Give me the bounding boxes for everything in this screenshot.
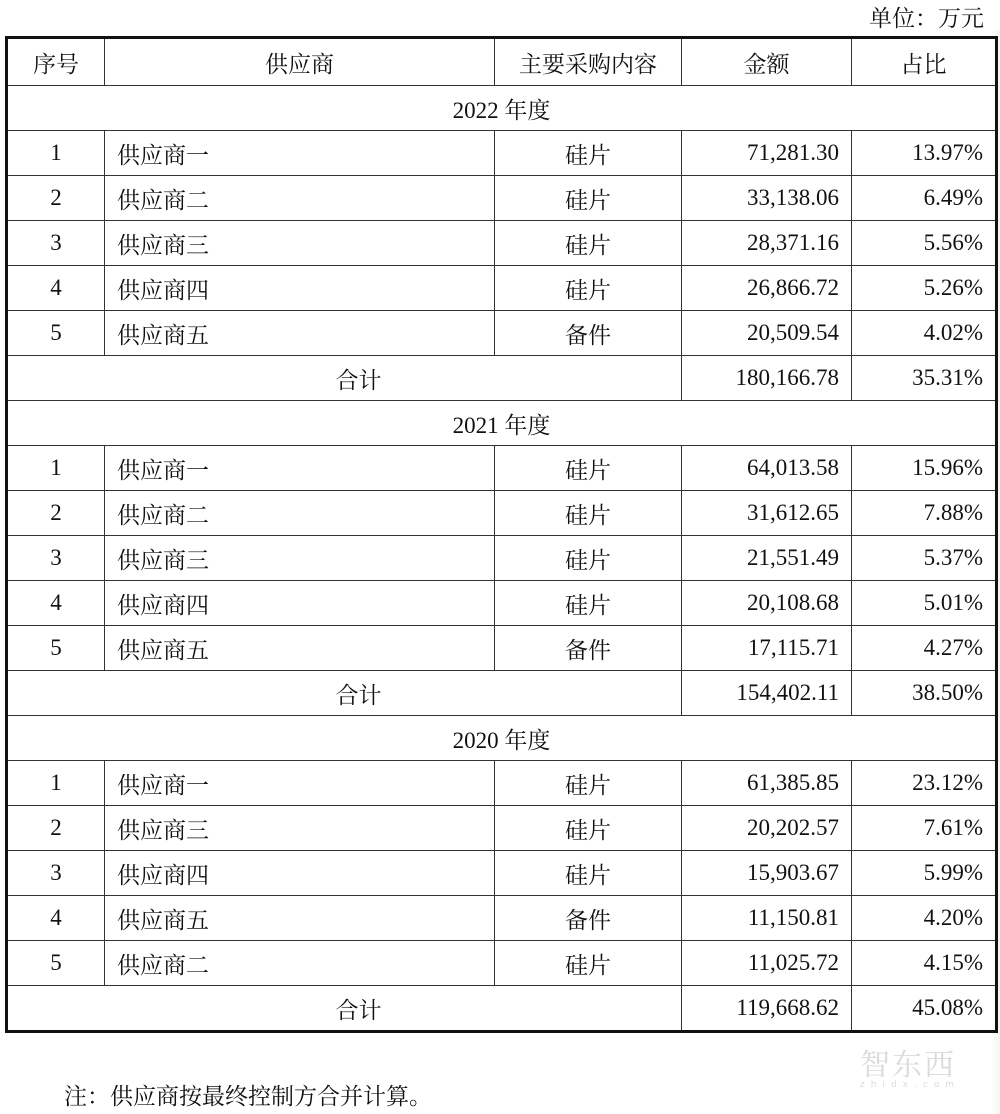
watermark-text: 智东西 — [860, 1048, 956, 1083]
cell-ratio: 5.99% — [852, 851, 997, 896]
table-row — [7, 131, 997, 176]
cell-supplier: 供应商四 — [105, 266, 495, 311]
total-label: 合计 — [7, 986, 682, 1032]
header-ratio: 占比 — [852, 38, 997, 86]
table-row — [7, 761, 997, 806]
cell-index: 1 — [7, 131, 105, 176]
cell-amount: 33,138.06 — [682, 176, 852, 221]
cell-content: 备件 — [495, 896, 682, 941]
cell-index: 2 — [7, 806, 105, 851]
cell-content: 硅片 — [495, 581, 682, 626]
cell-index: 5 — [7, 626, 105, 671]
watermark — [860, 1040, 960, 1090]
cell-ratio: 23.12% — [852, 761, 997, 806]
cell-supplier: 供应商五 — [105, 311, 495, 356]
cell-amount: 71,281.30 — [682, 131, 852, 176]
table-row — [7, 536, 997, 581]
total-ratio: 35.31% — [852, 356, 997, 401]
cell-index: 2 — [7, 176, 105, 221]
cell-ratio: 7.88% — [852, 491, 997, 536]
year-label: 2022 年度 — [7, 86, 997, 131]
cell-ratio: 5.37% — [852, 536, 997, 581]
cell-ratio: 4.20% — [852, 896, 997, 941]
year-section-row — [7, 86, 997, 131]
watermark-sub: zhidx.com — [860, 1080, 961, 1090]
header-content: 主要采购内容 — [495, 38, 682, 86]
table-row — [7, 941, 997, 986]
total-label: 合计 — [7, 356, 682, 401]
total-row — [7, 671, 997, 716]
cell-ratio: 13.97% — [852, 131, 997, 176]
total-amount: 119,668.62 — [682, 986, 852, 1032]
cell-content: 硅片 — [495, 806, 682, 851]
cell-ratio: 4.02% — [852, 311, 997, 356]
cell-supplier: 供应商一 — [105, 446, 495, 491]
cell-index: 1 — [7, 761, 105, 806]
cell-amount: 26,866.72 — [682, 266, 852, 311]
year-label: 2021 年度 — [7, 401, 997, 446]
cell-content: 硅片 — [495, 941, 682, 986]
table-row — [7, 266, 997, 311]
cell-supplier: 供应商四 — [105, 581, 495, 626]
table-row — [7, 311, 997, 356]
header-amount: 金额 — [682, 38, 852, 86]
cell-amount: 31,612.65 — [682, 491, 852, 536]
year-section-row — [7, 716, 997, 761]
cell-index: 3 — [7, 851, 105, 896]
cell-amount: 15,903.67 — [682, 851, 852, 896]
cell-content: 硅片 — [495, 266, 682, 311]
cell-index: 4 — [7, 581, 105, 626]
cell-amount: 17,115.71 — [682, 626, 852, 671]
unit-label: 单位：万元 — [869, 6, 984, 31]
cell-supplier: 供应商二 — [105, 491, 495, 536]
cell-amount: 20,108.68 — [682, 581, 852, 626]
table-row — [7, 806, 997, 851]
cell-supplier: 供应商二 — [105, 941, 495, 986]
cell-index: 4 — [7, 266, 105, 311]
cell-content: 硅片 — [495, 851, 682, 896]
table-row — [7, 626, 997, 671]
total-row — [7, 986, 997, 1032]
cell-amount: 28,371.16 — [682, 221, 852, 266]
cell-supplier: 供应商三 — [105, 536, 495, 581]
cell-content: 硅片 — [495, 536, 682, 581]
cell-ratio: 7.61% — [852, 806, 997, 851]
cell-content: 硅片 — [495, 446, 682, 491]
cell-amount: 11,150.81 — [682, 896, 852, 941]
cell-supplier: 供应商一 — [105, 131, 495, 176]
table-row — [7, 581, 997, 626]
cell-ratio: 5.26% — [852, 266, 997, 311]
cell-index: 5 — [7, 311, 105, 356]
cell-amount: 64,013.58 — [682, 446, 852, 491]
footnote: 注：供应商按最终控制方合并计算。 — [64, 1084, 432, 1109]
cell-ratio: 5.01% — [852, 581, 997, 626]
total-ratio: 45.08% — [852, 986, 997, 1032]
cell-amount: 61,385.85 — [682, 761, 852, 806]
cell-supplier: 供应商一 — [105, 761, 495, 806]
header-index: 序号 — [7, 38, 105, 86]
cell-supplier: 供应商二 — [105, 176, 495, 221]
header-supplier: 供应商 — [105, 38, 495, 86]
cell-index: 5 — [7, 941, 105, 986]
cell-content: 硅片 — [495, 221, 682, 266]
cell-content: 硅片 — [495, 761, 682, 806]
total-row — [7, 356, 997, 401]
cell-index: 1 — [7, 446, 105, 491]
total-ratio: 38.50% — [852, 671, 997, 716]
cell-content: 硅片 — [495, 491, 682, 536]
cell-supplier: 供应商五 — [105, 626, 495, 671]
cell-supplier: 供应商四 — [105, 851, 495, 896]
cell-ratio: 6.49% — [852, 176, 997, 221]
cell-supplier: 供应商三 — [105, 221, 495, 266]
cell-amount: 20,202.57 — [682, 806, 852, 851]
cell-supplier: 供应商三 — [105, 806, 495, 851]
table-row — [7, 221, 997, 266]
table-row — [7, 491, 997, 536]
cell-amount: 20,509.54 — [682, 311, 852, 356]
cell-ratio: 4.27% — [852, 626, 997, 671]
cell-index: 3 — [7, 536, 105, 581]
year-section-row — [7, 401, 997, 446]
year-label: 2020 年度 — [7, 716, 997, 761]
cell-supplier: 供应商五 — [105, 896, 495, 941]
total-amount: 154,402.11 — [682, 671, 852, 716]
cell-content: 备件 — [495, 311, 682, 356]
total-label: 合计 — [7, 671, 682, 716]
total-amount: 180,166.78 — [682, 356, 852, 401]
cell-content: 硅片 — [495, 176, 682, 221]
cell-content: 备件 — [495, 626, 682, 671]
cell-ratio: 5.56% — [852, 221, 997, 266]
cell-index: 2 — [7, 491, 105, 536]
cell-ratio: 4.15% — [852, 941, 997, 986]
cell-ratio: 15.96% — [852, 446, 997, 491]
header-row — [7, 38, 997, 86]
cell-amount: 11,025.72 — [682, 941, 852, 986]
cell-index: 3 — [7, 221, 105, 266]
cell-amount: 21,551.49 — [682, 536, 852, 581]
table-row — [7, 896, 997, 941]
table-row — [7, 851, 997, 896]
table-row — [7, 446, 997, 491]
cell-content: 硅片 — [495, 131, 682, 176]
cell-index: 4 — [7, 896, 105, 941]
table-row — [7, 176, 997, 221]
supplier-table — [5, 36, 998, 1033]
